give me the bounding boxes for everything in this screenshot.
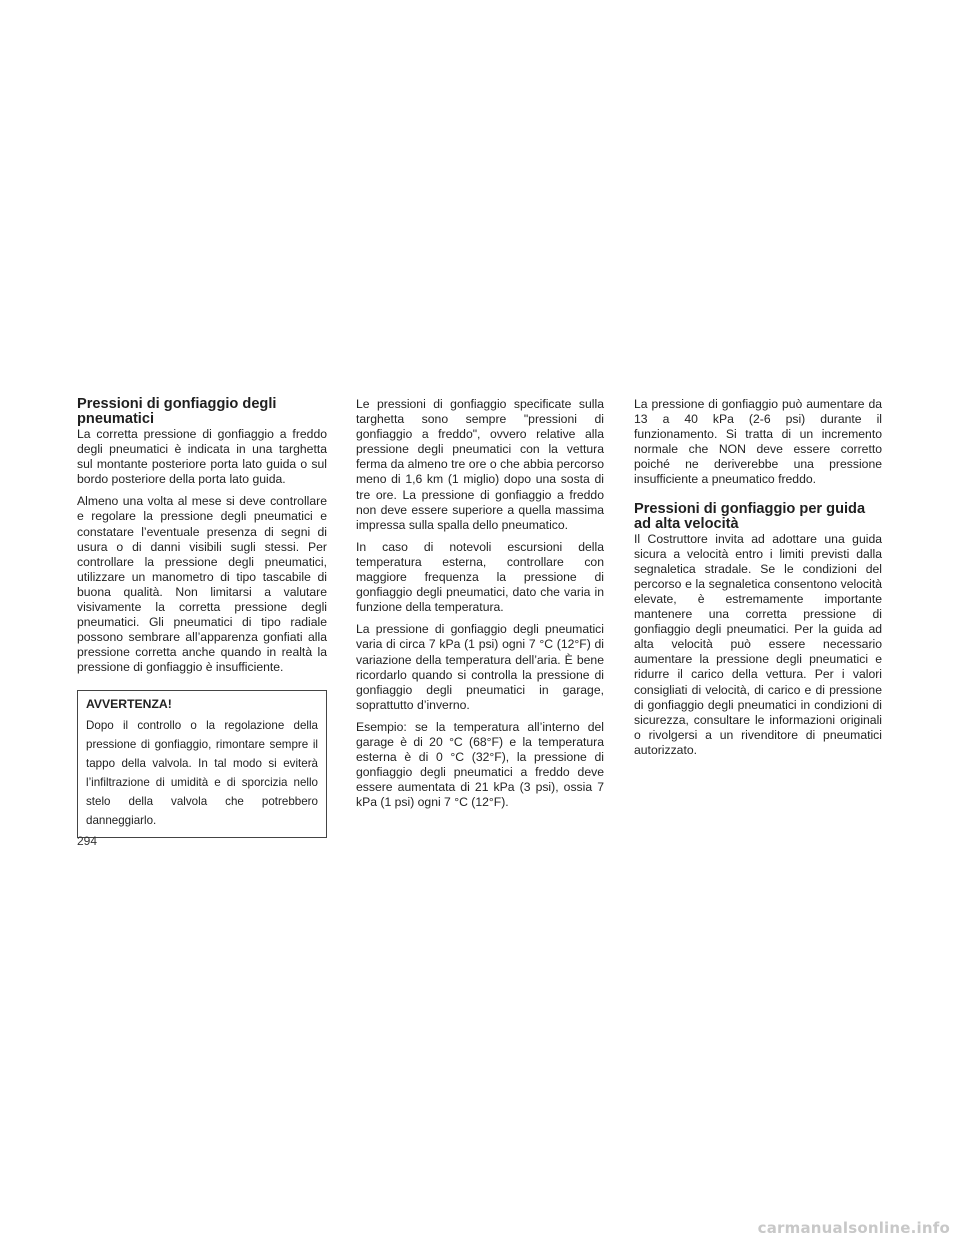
paragraph-cold-definition: Le pressioni di gonfiaggio specificate sulla targhetta sono sempre "pressioni di gonfiaggio a freddo", ovvero relative alla pressione degli pneumatici con la vettura ferma da almeno tre ore o che abbia percorso meno di 1,6 km (1 miglio) dopo una sosta di tre ore. La pressione di gonfiaggio a freddo non deve essere superiore a quella massima impressa sulla spalla dello pneumatico.	[356, 397, 604, 532]
warning-title: AVVERTENZA!	[86, 696, 172, 711]
page-number: 294	[77, 834, 98, 848]
paragraph-cold-pressure: La corretta pressione di gonfiaggio a freddo degli pneumatici è indicata in una targhetta sul montante posteriore porta lato guida o sul bordo posteriore della porta lato guida.	[77, 427, 327, 487]
paragraph-monthly-check: Almeno una volta al mese si deve controllare e regolare la pressione degli pneumatici e constatare l’eventuale presenza di segni di usura o di danni visibili sugli stessi. Per controllare la pressione degli pneumatici, utilizzare un manometro di tipo tascabile di buona qualità. Non limitarsi a valutare visivamente la corretta pressione degli pneumatici. Gli pneumatici di tipo radiale possono sembrare all’apparenza gonfiati alla pressione corretta anche quando in realtà la pressione di gonfiaggio è insufficiente.	[77, 494, 327, 675]
warning-text: Dopo il controllo o la regolazione della pressione di gonfiaggio, rimontare sempre il tappo della valvola. In tal modo si eviterà l’infiltrazione di umidità e di sporcizia nello stelo della valvola che potrebbero danneggiarlo.	[86, 718, 318, 827]
column-1	[77, 397, 327, 838]
paragraph-temperature-swings: In caso di notevoli escursioni della temperatura esterna, controllare con maggiore frequenza la pressione di gonfiaggio degli pneumatici, dato che varia in funzione della temperatura.	[356, 539, 604, 615]
paragraph-high-speed: Il Costruttore invita ad adottare una guida sicura a velocità entro i limiti previsti dalla segnaletica stradale. Se le condizioni del percorso e la segnaletica consentono velocità elevate, è estremamente importante mantenere una corretta pressione di gonfiaggio degli pneumatici. Per la guida ad alta velocità può essere necessario aumentare la pressione degli pneumatici e ridurre il carico della vettura. Per i valori consigliati di velocità, di carico e di pressione di gonfiaggio degli pneumatici in condizioni di sicurezza, consultare le informazioni originali o rivolgersi a un rivenditore di pneumatici autorizzato.	[634, 531, 882, 757]
paragraph-pressure-variation: La pressione di gonfiaggio degli pneumatici varia di circa 7 kPa (1 psi) ogni 7 °C (12°F) di variazione della temperatura dell’aria. È bene ricordarlo quando si controlla la pressione di gonfiaggio degli pneumatici in garage, soprattutto d’inverno.	[356, 622, 604, 712]
paragraph-pressure-increase: La pressione di gonfiaggio può aumentare da 13 a 40 kPa (2-6 psi) durante il funzionamento. Si tratta di un incremento normale che NON deve essere corretto poiché ne deriverebbe una pressione insufficiente a pneumatico freddo.	[634, 397, 882, 487]
paragraph-example: Esempio: se la temperatura all’interno del garage è di 20 °C (68°F) e la temperatura esterna è di 0 °C (32°F), la pressione di gonfiaggio degli pneumatici a freddo deve essere aumentata di 21 kPa (3 psi), ossia 7 kPa (1 psi) ogni 7 °C (12°F).	[356, 719, 604, 810]
column-3	[634, 397, 882, 765]
section-heading-high-speed: Pressioni di gonfiaggio per guida ad alta velocità	[634, 500, 866, 532]
warning-box	[77, 690, 327, 838]
watermark: carmanualsonline.info	[757, 1219, 950, 1237]
section-heading-tyre-pressure: Pressioni di gonfiaggio degli pneumatici	[77, 396, 277, 427]
column-2	[356, 397, 604, 817]
